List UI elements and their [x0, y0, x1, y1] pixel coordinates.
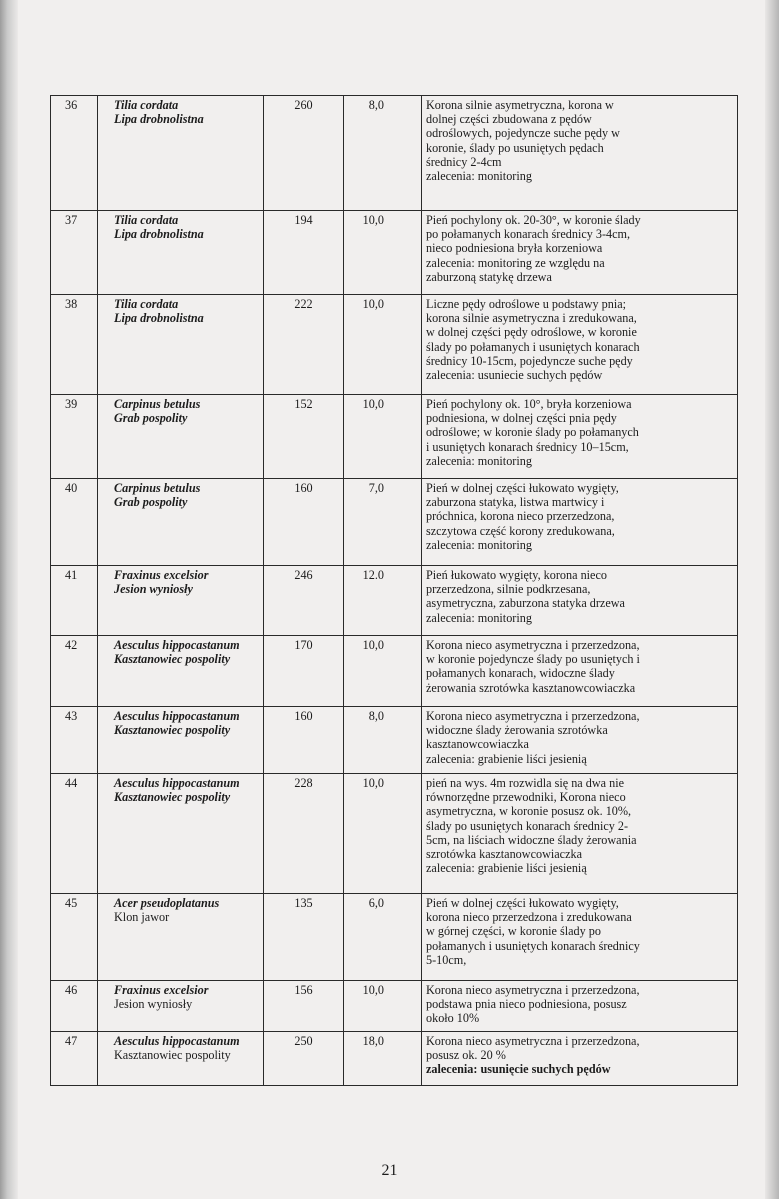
species-latin-name: Aesculus hippocastanum	[114, 709, 240, 723]
page-gutter-shadow	[0, 0, 18, 1199]
tree-number: 37	[51, 211, 98, 295]
table-row	[51, 981, 738, 1032]
description-line: zalecenia: grabienie liści jesienią	[426, 751, 587, 766]
condition-description	[422, 981, 738, 1032]
species-cell	[98, 774, 264, 894]
species-polish-name: Lipa drobnolistna	[114, 112, 204, 127]
species-polish-name: Lipa drobnolistna	[114, 227, 204, 242]
description-line: szczytowa część korony zredukowana,	[426, 523, 615, 538]
description-line: nieco podniesiona bryła korzeniowa	[426, 241, 603, 256]
trunk-circumference: 160	[264, 707, 344, 774]
species-cell	[98, 295, 264, 395]
description-line: kasztanowcowiaczka	[426, 737, 529, 752]
table-row	[51, 636, 738, 707]
tree-number: 44	[51, 774, 98, 894]
species-polish-name: Jesion wyniosły	[114, 582, 193, 597]
tree-number: 47	[51, 1032, 98, 1086]
species-cell	[98, 981, 264, 1032]
description-line: koronie, ślady po usuniętych pędach	[426, 140, 604, 155]
species-polish-name: Grab pospolity	[114, 411, 188, 426]
tree-number: 41	[51, 566, 98, 636]
species-polish-name: Grab pospolity	[114, 495, 188, 510]
description-line: połamanych konarach, widoczne ślady	[426, 666, 615, 681]
tree-height: 10,0	[344, 295, 422, 395]
description-line: ślady po usuniętych konarach średnicy 2-	[426, 818, 629, 833]
description-line: zaburzoną statykę drzewa	[426, 269, 552, 284]
description-line: asymetryczna, w koronie posusz ok. 10%,	[426, 804, 632, 819]
description-line: odroślowe; w koronie ślady po połamanych	[426, 425, 639, 440]
tree-number: 43	[51, 707, 98, 774]
description-line: po połamanych konarach średnicy 3-4cm,	[426, 227, 631, 242]
tree-height: 10,0	[344, 636, 422, 707]
description-line: Korona nieco asymetryczna i przerzedzona,	[426, 983, 640, 997]
condition-description	[422, 479, 738, 566]
tree-height: 7,0	[344, 479, 422, 566]
species-latin-name: Tilia cordata	[114, 98, 179, 112]
description-line: zalecenia: monitoring	[426, 169, 532, 184]
description-line: przerzedzona, silnie podkrzesana,	[426, 582, 591, 597]
page-number: 21	[381, 1162, 398, 1179]
species-polish-name: Kasztanowiec pospolity	[114, 652, 231, 667]
tree-number: 39	[51, 395, 98, 479]
description-line: asymetryczna, zaburzona statyka drzewa	[426, 596, 625, 611]
tree-height: 10,0	[344, 211, 422, 295]
species-latin-name: Tilia cordata	[114, 297, 179, 311]
description-line: 5cm, na liściach widoczne ślady żerowania	[426, 832, 637, 847]
page-edge-shadow	[765, 0, 779, 1199]
description-line: zalecenia: monitoring	[426, 537, 532, 552]
description-line: podniesiona, w dolnej części pnia pędy	[426, 411, 617, 426]
condition-description	[422, 707, 738, 774]
trunk-circumference: 152	[264, 395, 344, 479]
trunk-circumference: 250	[264, 1032, 344, 1086]
tree-height: 10,0	[344, 774, 422, 894]
tree-height: 8,0	[344, 96, 422, 211]
trunk-circumference: 246	[264, 566, 344, 636]
table-row	[51, 211, 738, 295]
trunk-circumference: 170	[264, 636, 344, 707]
description-line: równorzędne przewodniki, Korona nieco	[426, 790, 626, 805]
tree-number: 36	[51, 96, 98, 211]
species-latin-name: Carpinus betulus	[114, 481, 201, 495]
description-line: Pień pochylony ok. 20-30°, w koronie ślady	[426, 213, 641, 227]
recommendation-line: zalecenia: usunięcie suchych pędów	[426, 1062, 611, 1077]
tree-height: 10,0	[344, 395, 422, 479]
description-line: Liczne pędy odroślowe u podstawy pnia;	[426, 297, 627, 311]
species-latin-name: Aesculus hippocastanum	[114, 1034, 240, 1048]
description-line: zalecenia: monitoring ze względu na	[426, 255, 605, 270]
tree-number: 45	[51, 894, 98, 981]
tree-number: 46	[51, 981, 98, 1032]
trunk-circumference: 160	[264, 479, 344, 566]
tree-height: 12.0	[344, 566, 422, 636]
tree-height: 8,0	[344, 707, 422, 774]
description-line: korona nieco przerzedzona i zredukowana	[426, 910, 632, 925]
description-line: Korona nieco asymetryczna i przerzedzona,	[426, 1034, 640, 1048]
table-row	[51, 774, 738, 894]
description-line: średnicy 10-15cm, pojedyncze suche pędy	[426, 353, 633, 368]
description-line: ślady po połamanych i usuniętych konarach	[426, 339, 640, 354]
description-line: zaburzona statyka, listwa martwicy i	[426, 495, 605, 510]
description-line: około 10%	[426, 1011, 480, 1026]
trunk-circumference: 194	[264, 211, 344, 295]
trunk-circumference: 228	[264, 774, 344, 894]
tree-height: 6,0	[344, 894, 422, 981]
description-line: w koronie pojedyncze ślady po usuniętych i	[426, 652, 640, 667]
table-row	[51, 96, 738, 211]
species-polish-name: Lipa drobnolistna	[114, 311, 204, 326]
description-line: w dolnej części pędy odroślowe, w koronie	[426, 325, 637, 340]
species-cell	[98, 707, 264, 774]
species-latin-name: Acer pseudoplatanus	[114, 896, 220, 910]
species-cell	[98, 566, 264, 636]
species-polish-name: Kasztanowiec pospolity	[114, 723, 231, 738]
species-cell	[98, 1032, 264, 1086]
description-line: Korona nieco asymetryczna i przerzedzona,	[426, 638, 640, 652]
species-latin-name: Aesculus hippocastanum	[114, 776, 240, 790]
description-line: korona silnie asymetryczna i zredukowana,	[426, 311, 637, 326]
table-row	[51, 566, 738, 636]
species-cell	[98, 211, 264, 295]
tree-height: 10,0	[344, 981, 422, 1032]
species-latin-name: Aesculus hippocastanum	[114, 638, 240, 652]
tree-number: 38	[51, 295, 98, 395]
condition-description	[422, 894, 738, 981]
species-cell	[98, 636, 264, 707]
condition-description	[422, 636, 738, 707]
species-cell	[98, 96, 264, 211]
description-line: pień na wys. 4m rozwidla się na dwa nie	[426, 776, 624, 790]
condition-description	[422, 566, 738, 636]
description-line: dolnej części zbudowana z pędów	[426, 112, 592, 127]
table-row	[51, 894, 738, 981]
species-cell	[98, 395, 264, 479]
condition-description	[422, 96, 738, 211]
trunk-circumference: 260	[264, 96, 344, 211]
description-line: w górnej części, w koronie ślady po	[426, 924, 601, 939]
description-line: posusz ok. 20 %	[426, 1048, 506, 1063]
description-line: Pień w dolnej części łukowato wygięty,	[426, 481, 619, 495]
condition-description	[422, 774, 738, 894]
tree-number: 42	[51, 636, 98, 707]
description-line: połamanych i usuniętych konarach średnicy	[426, 938, 640, 953]
description-line: podstawa pnia nieco podniesiona, posusz	[426, 997, 627, 1012]
trunk-circumference: 222	[264, 295, 344, 395]
description-line: Korona silnie asymetryczna, korona w	[426, 98, 614, 112]
description-line: zalecenia: usuniecie suchych pędów	[426, 368, 603, 383]
description-line: i usuniętych konarach średnicy 10–15cm,	[426, 439, 629, 454]
description-line: Korona nieco asymetryczna i przerzedzona,	[426, 709, 640, 723]
description-line: Pień w dolnej części łukowato wygięty,	[426, 896, 619, 910]
condition-description	[422, 395, 738, 479]
table-row	[51, 479, 738, 566]
tree-number: 40	[51, 479, 98, 566]
condition-description	[422, 211, 738, 295]
species-polish-name: Kasztanowiec pospolity	[114, 1048, 231, 1063]
tree-height: 18,0	[344, 1032, 422, 1086]
description-line: 5-10cm,	[426, 952, 467, 967]
table-row	[51, 1032, 738, 1086]
description-line: Pień pochylony ok. 10°, bryła korzeniowa	[426, 397, 632, 411]
description-line: próchnica, korona nieco przerzedzona,	[426, 509, 615, 524]
condition-description	[422, 295, 738, 395]
description-line: widoczne ślady żerowania szrotówka	[426, 723, 608, 738]
species-cell	[98, 479, 264, 566]
table-row	[51, 707, 738, 774]
species-polish-name: Klon jawor	[114, 910, 170, 925]
tree-inventory-table	[50, 95, 738, 1086]
description-line: zalecenia: grabienie liści jesienią	[426, 861, 587, 876]
species-polish-name: Kasztanowiec pospolity	[114, 790, 231, 805]
species-latin-name: Fraxinus excelsior	[114, 568, 209, 582]
species-latin-name: Tilia cordata	[114, 213, 179, 227]
trunk-circumference: 156	[264, 981, 344, 1032]
species-latin-name: Carpinus betulus	[114, 397, 201, 411]
table-row	[51, 295, 738, 395]
description-line: Pień łukowato wygięty, korona nieco	[426, 568, 607, 582]
table-row	[51, 395, 738, 479]
condition-description	[422, 1032, 738, 1086]
species-latin-name: Fraxinus excelsior	[114, 983, 209, 997]
description-line: średnicy 2-4cm	[426, 154, 502, 169]
species-polish-name: Jesion wyniosły	[114, 997, 193, 1012]
description-line: odroślowych, pojedyncze suche pędy w	[426, 126, 620, 141]
species-cell	[98, 894, 264, 981]
description-line: zalecenia: monitoring	[426, 453, 532, 468]
description-line: zalecenia: monitoring	[426, 610, 532, 625]
description-line: szrotówka kasztanowcowiaczka	[426, 847, 582, 862]
trunk-circumference: 135	[264, 894, 344, 981]
description-line: żerowania szrotówka kasztanowcowiaczka	[426, 680, 636, 695]
